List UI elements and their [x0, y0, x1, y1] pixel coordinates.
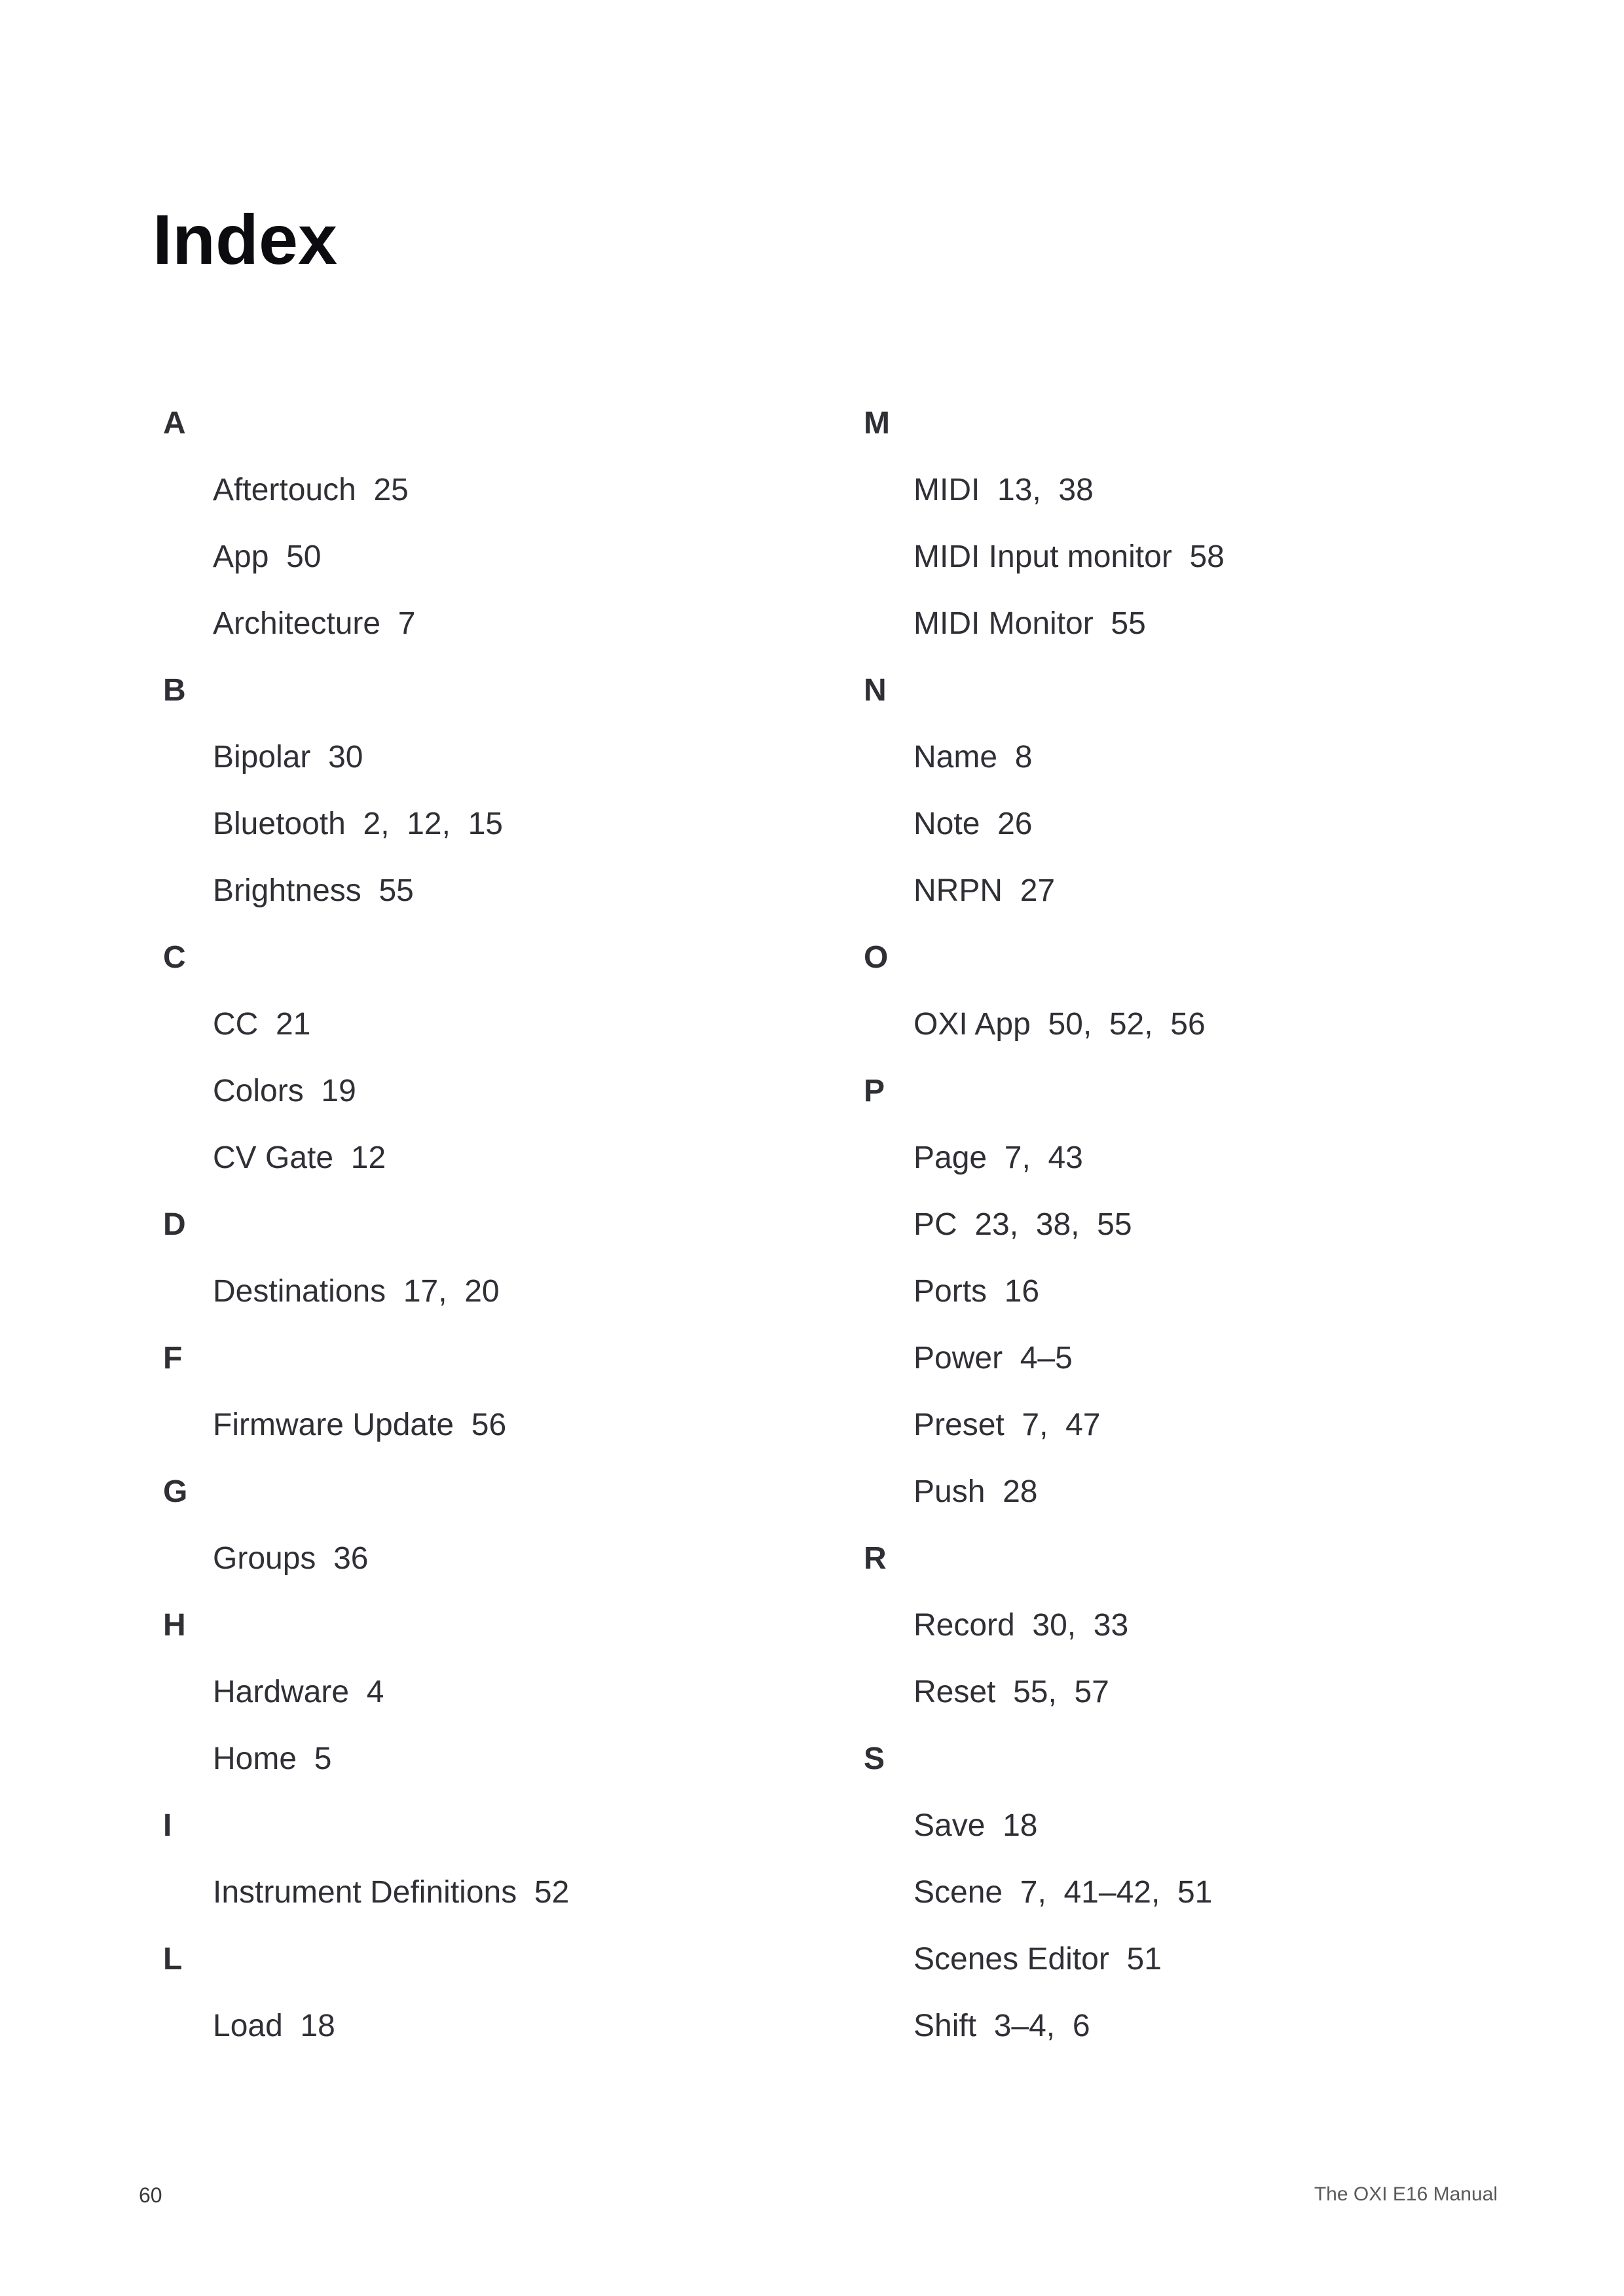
index-pages: 51 [1126, 1942, 1162, 1977]
section-letter: B [163, 673, 186, 708]
index-entry [163, 1135, 818, 1201]
index-column-right [864, 400, 1519, 2069]
index-term: Page [913, 1140, 987, 1175]
index-section-s [864, 1736, 1519, 2069]
index-section-f [163, 1335, 818, 1468]
index-pages: 27 [1020, 873, 1056, 908]
page-title: Index [153, 200, 338, 279]
index-term: Colors [213, 1074, 304, 1108]
index-pages: 30 [328, 740, 363, 774]
index-entry [163, 1535, 818, 1602]
index-term: App [213, 539, 269, 574]
index-pages: 36 [333, 1541, 369, 1576]
section-letter: F [163, 1341, 183, 1376]
index-entry [163, 600, 818, 667]
index-pages: 19 [321, 1074, 356, 1108]
index-entry [864, 534, 1519, 600]
index-entry [864, 2003, 1519, 2069]
index-section-m [864, 400, 1519, 667]
index-entry [163, 2003, 818, 2069]
index-pages: 55, 57 [1013, 1675, 1109, 1709]
index-entry [864, 867, 1519, 934]
index-entry [864, 1869, 1519, 1936]
section-letter: L [163, 1942, 183, 1977]
index-term: Ports [913, 1274, 987, 1309]
index-section-d [163, 1201, 818, 1335]
index-term: Hardware [213, 1675, 350, 1709]
index-term: Home [213, 1741, 297, 1776]
index-entry [163, 467, 818, 534]
section-letter: M [864, 406, 890, 441]
index-term: Instrument Definitions [213, 1875, 517, 1910]
index-section-p [864, 1068, 1519, 1535]
index-section-n [864, 667, 1519, 934]
index-term: OXI App [913, 1007, 1031, 1042]
index-term: Groups [213, 1541, 316, 1576]
index-section-a [163, 400, 818, 667]
section-letter: I [163, 1808, 172, 1843]
index-entry [864, 1268, 1519, 1335]
index-pages: 58 [1189, 539, 1225, 574]
index-entry [163, 867, 818, 934]
index-entry [864, 1936, 1519, 2003]
index-entry [163, 1736, 818, 1802]
index-pages: 18 [1003, 1808, 1038, 1843]
index-pages: 12 [350, 1140, 386, 1175]
index-pages: 50 [286, 539, 322, 574]
index-section-i [163, 1802, 818, 1936]
index-pages: 2, 12, 15 [363, 807, 503, 841]
index-section-g [163, 1468, 818, 1602]
index-pages: 5 [314, 1741, 332, 1776]
section-letter: N [864, 673, 887, 708]
manual-title: The OXI E16 Manual [1314, 2183, 1498, 2205]
index-entry [163, 1268, 818, 1335]
index-term: Bluetooth [213, 807, 346, 841]
index-entry [163, 534, 818, 600]
index-pages: 7 [397, 606, 416, 641]
index-term: NRPN [913, 873, 1003, 908]
index-section-h [163, 1602, 818, 1802]
index-pages: 55 [378, 873, 414, 908]
index-pages: 4–5 [1020, 1341, 1073, 1376]
index-section-r [864, 1535, 1519, 1736]
index-entry [163, 1402, 818, 1468]
index-entry [864, 734, 1519, 801]
index-term: Scenes Editor [913, 1942, 1109, 1977]
index-entry [864, 1201, 1519, 1268]
index-pages: 30, 33 [1032, 1608, 1129, 1643]
index-term: Scene [913, 1875, 1003, 1910]
index-term: PC [913, 1207, 957, 1242]
section-letter: S [864, 1741, 885, 1776]
section-letter: P [864, 1074, 885, 1108]
index-entry [864, 1402, 1519, 1468]
index-term: Bipolar [213, 740, 311, 774]
index-pages: 4 [366, 1675, 384, 1709]
index-term: Record [913, 1608, 1015, 1643]
index-pages: 7, 43 [1004, 1140, 1083, 1175]
index-entry [864, 1602, 1519, 1669]
index-section-o [864, 934, 1519, 1068]
index-entry [864, 801, 1519, 867]
index-pages: 50, 52, 56 [1048, 1007, 1206, 1042]
index-entry [163, 734, 818, 801]
index-pages: 26 [997, 807, 1033, 841]
index-pages: 13, 38 [997, 473, 1094, 507]
index-section-c [163, 934, 818, 1201]
index-term: Preset [913, 1408, 1005, 1442]
index-pages: 21 [276, 1007, 311, 1042]
index-entry [163, 1669, 818, 1736]
index-term: Name [913, 740, 998, 774]
index-term: Power [913, 1341, 1003, 1376]
index-entry [864, 467, 1519, 534]
index-term: Architecture [213, 606, 381, 641]
index-term: Brightness [213, 873, 361, 908]
index-term: Push [913, 1474, 986, 1509]
index-term: Aftertouch [213, 473, 356, 507]
index-term: Destinations [213, 1274, 386, 1309]
index-entry [163, 1068, 818, 1135]
index-term: CV Gate [213, 1140, 334, 1175]
index-entry [864, 1468, 1519, 1535]
section-letter: A [163, 406, 186, 441]
section-letter: O [864, 940, 889, 975]
index-pages: 23, 38, 55 [974, 1207, 1132, 1242]
index-term: Reset [913, 1675, 996, 1709]
index-term: MIDI [913, 473, 980, 507]
index-pages: 17, 20 [403, 1274, 500, 1309]
index-entry [864, 1135, 1519, 1201]
index-term: MIDI Input monitor [913, 539, 1172, 574]
index-term: Note [913, 807, 980, 841]
index-term: CC [213, 1007, 259, 1042]
index-pages: 55 [1111, 606, 1146, 641]
index-entry [864, 1669, 1519, 1736]
section-letter: D [163, 1207, 186, 1242]
index-pages: 25 [373, 473, 409, 507]
index-pages: 7, 41–42, 51 [1020, 1875, 1213, 1910]
index-entry [864, 1335, 1519, 1402]
index-pages: 56 [471, 1408, 507, 1442]
index-term: Firmware Update [213, 1408, 454, 1442]
index-pages: 52 [534, 1875, 570, 1910]
section-letter: C [163, 940, 186, 975]
index-column-left [163, 400, 818, 2069]
index-pages: 16 [1004, 1274, 1040, 1309]
index-entry [163, 801, 818, 867]
index-pages: 28 [1003, 1474, 1038, 1509]
index-term: Save [913, 1808, 986, 1843]
section-letter: R [864, 1541, 887, 1576]
page-number: 60 [139, 2183, 162, 2207]
index-entry [163, 1001, 818, 1068]
section-letter: G [163, 1474, 188, 1509]
section-letter: H [163, 1608, 186, 1643]
index-entry [864, 600, 1519, 667]
index-entry [864, 1001, 1519, 1068]
index-entry [163, 1869, 818, 1936]
index-section-b [163, 667, 818, 934]
index-pages: 3–4, 6 [993, 2009, 1090, 2043]
index-entry [864, 1802, 1519, 1869]
index-term: MIDI Monitor [913, 606, 1094, 641]
index-term: Load [213, 2009, 283, 2043]
index-section-l [163, 1936, 818, 2069]
index-pages: 8 [1014, 740, 1033, 774]
index-pages: 7, 47 [1022, 1408, 1101, 1442]
index-pages: 18 [300, 2009, 335, 2043]
index-term: Shift [913, 2009, 977, 2043]
